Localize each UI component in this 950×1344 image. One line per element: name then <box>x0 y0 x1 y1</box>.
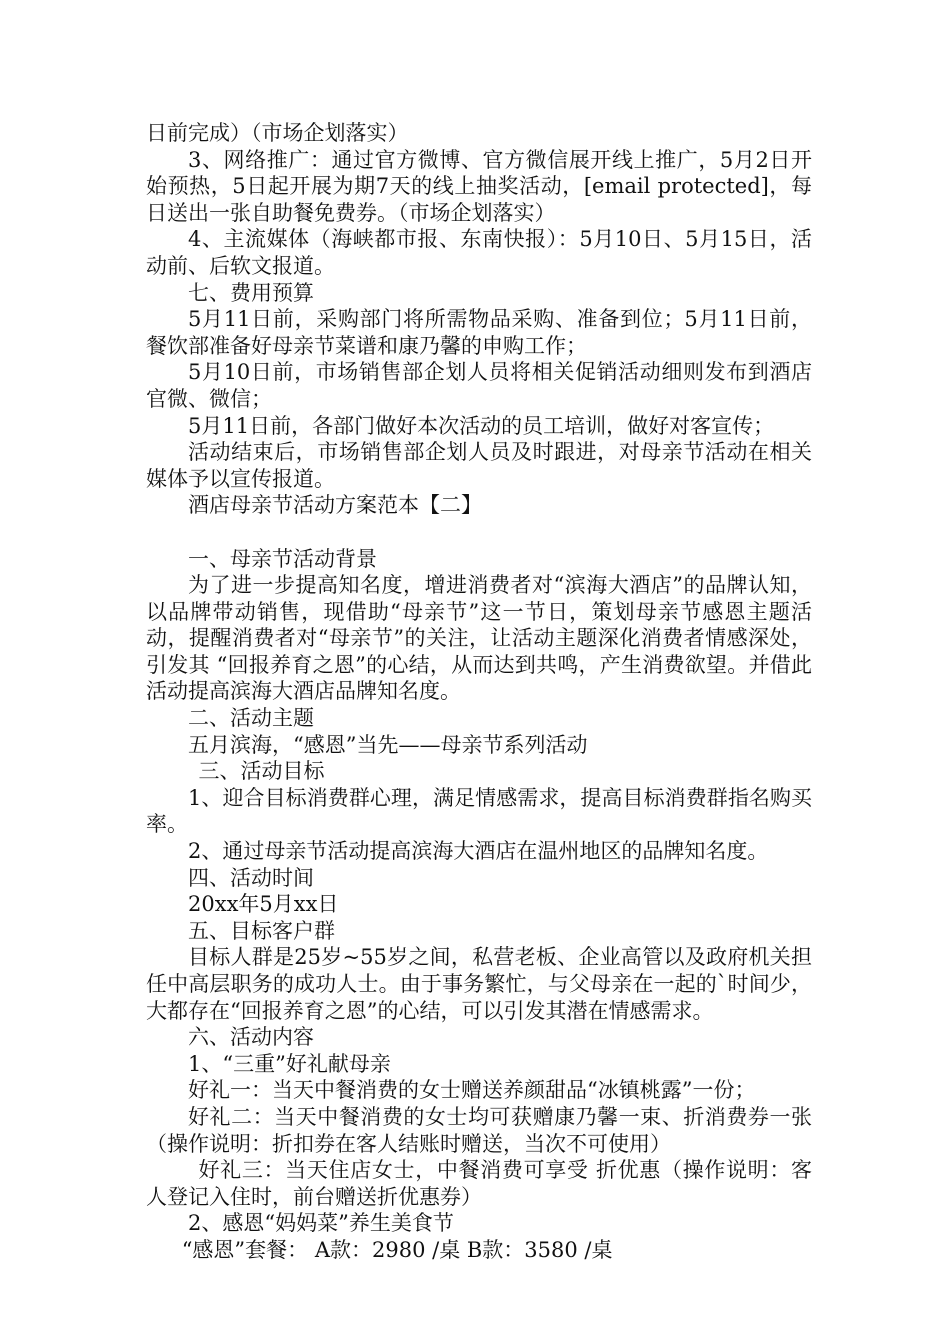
paragraph-6: 5月10日前，市场销售部企划人员将相关促销活动细则发布到酒店官微、微信； <box>146 360 812 411</box>
document-body <box>146 120 812 1264</box>
section-heading-background: 一、母亲节活动背景 <box>188 546 377 571</box>
section-heading-time: 四、活动时间 <box>188 865 314 890</box>
paragraph-food-festival: 2、感恩“妈妈菜”养生美食节 <box>188 1211 454 1236</box>
paragraph-time: 20xx年5月xx日 <box>188 892 339 917</box>
document-subtitle: 酒店母亲节活动方案范本【二】 <box>188 493 482 518</box>
section-heading-budget: 七、费用预算 <box>188 280 314 305</box>
paragraph-goal-1: 1、迎合目标消费群心理，满足情感需求，提高目标消费群指名购买率。 <box>146 785 812 837</box>
paragraph-gift-2: 好礼二：当天中餐消费的女士均可获赠康乃馨一束、折消费券一张（操作说明：折扣券在客人结账时赠送，当次不可使用） <box>146 1104 812 1156</box>
section-heading-customers: 五、目标客户群 <box>188 918 335 943</box>
paragraph-2: 3、网络推广：通过官方微博、官方微信展开线上推广，5月2日开始预热，5日起开展为期7天的线上抽奖活动，[email protected]，每日送出一张自助餐免费券。（市场企划落实） <box>146 147 812 225</box>
paragraph-3: 4、主流媒体（海峡都市报、东南快报）：5月10日、5月15日，活动前、后软文报道。 <box>146 227 812 278</box>
paragraph-5: 5月11日前，采购部门将所需物品采购、准备到位；5月11日前，餐饮部准备好母亲节菜谱和康乃馨的申购工作； <box>146 307 812 358</box>
paragraph-background: 为了进一步提高知名度，增进消费者对“滨海大酒店”的品牌认知，以品牌带动销售，现借助“母亲节”这一节日，策划母亲节感恩主题活动，提醒消费者对“母亲节”的关注，让活动主题深化消费者情感深处，引发其 “回报养育之恩”的心结，从而达到共鸣，产生消费欲望。并借此活动提高滨海大酒店品牌知名度。 <box>146 573 812 704</box>
section-heading-goals: 三、活动目标 <box>198 759 325 784</box>
paragraph-customers: 目标人群是25岁~55岁之间，私营老板、企业高管以及政府机关担任中高层职务的成功人士。由于事务繁忙，与父母亲在一起的`时间少，大都存在“回报养育之恩”的心结，可以引发其潜在情感需求。 <box>146 945 812 1023</box>
paragraph-8: 活动结束后，市场销售部企划人员及时跟进，对母亲节活动在相关媒体予以宣传报道。 <box>146 440 812 491</box>
paragraph-goal-2: 2、通过母亲节活动提高滨海大酒店在温州地区的品牌知名度。 <box>188 839 769 864</box>
paragraph-gift-3: 好礼三：当天住店女士，中餐消费可享受 折优惠（操作说明：客人登记入住时，前台赠送折优惠券） <box>146 1158 812 1209</box>
paragraph-1: 日前完成）（市场企划落实） <box>146 121 409 145</box>
paragraph-gifts-heading: 1、“三重”好礼献母亲 <box>188 1051 391 1076</box>
section-heading-content: 六、活动内容 <box>188 1025 314 1050</box>
paragraph-set-menu: “感恩”套餐： A款：2980 /桌 B款：3580 /桌 <box>181 1237 613 1262</box>
blank-line <box>146 519 812 546</box>
paragraph-gift-1: 好礼一：当天中餐消费的女士赠送养颜甜品“冰镇桃露”一份； <box>188 1078 756 1103</box>
paragraph-7: 5月11日前，各部门做好本次活动的员工培训，做好对客宣传； <box>188 413 775 438</box>
section-heading-theme: 二、活动主题 <box>188 706 314 731</box>
paragraph-theme: 五月滨海，“感恩”当先——母亲节系列活动 <box>188 732 588 757</box>
